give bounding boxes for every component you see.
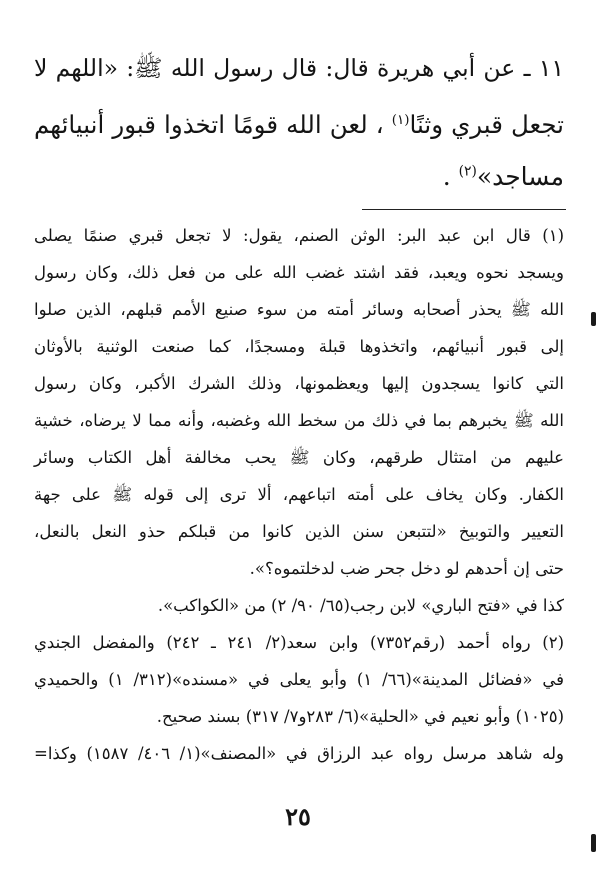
footnote-line: الله ﷺ يخبرهم بما في ذلك من سخط الله وغضبه، وأنه مما لا يرضاه، خشية: [34, 411, 564, 430]
hadith-text: مساجد»: [476, 162, 564, 191]
hadith-line-1: [34, 54, 564, 88]
footnote-line: (١) قال ابن عبد البر: الوثن الصنم، يقول: لا تجعل قبري صنمًا يصلى: [34, 226, 564, 245]
footnote-line: التي كانوا يسجدون إليها ويعظمونها، وذلك الشرك الأكبر، وكان رسول: [34, 374, 564, 393]
footnote-line: حتى إن أحدهم لو دخل جحر ضب لدخلتموه؟».: [249, 559, 564, 578]
footnote-line: كذا في «فتح الباري» لابن رجب(٦٥/ ٩٠/ ٢) من «الكواكب».: [157, 596, 564, 615]
footnote-line: الكفار. وكان يخاف على أمته اتباعهم، ألا ترى إلى قوله ﷺ على جهة: [34, 485, 564, 504]
footnote-separator: [362, 209, 566, 210]
footnote-line: (١٠٢٥) وأبو نعيم في «الحلية»(٦/ ٢٨٣و٧/ ٣١٧) بسند صحيح.: [156, 707, 564, 726]
footnote-line: وله شاهد مرسل رواه عبد الرزاق في «المصنف»(١/ ٤٠٦/ ١٥٨٧) وكذا=: [34, 744, 564, 763]
hadith-text: ، لعن الله قومًا اتخذوا قبور أنبيائهم: [34, 110, 384, 139]
hadith-text: تجعل قبري وثنًا: [409, 110, 564, 139]
footnote-line: في «فضائل المدينة»(٦٦/ ١) وأبو يعلى في «مسنده»(٣١٢/ ١) والحميدي: [34, 670, 565, 689]
hadith-text: ١١ ـ عن أبي هريرة قال: قال رسول الله ﷺ: «اللهم لا: [34, 54, 564, 82]
footnote-line: إلى قبور أنبيائهم، واتخذوها قبلة ومسجدًا، كما صنعت الوثنية بالأوثان: [34, 337, 564, 356]
footnote-line: (٢) رواه أحمد (رقم٧٣٥٢) وابن سعد(٢/ ٢٤١ ـ ٢٤٢) والمفضل الجندي: [34, 633, 564, 652]
scan-edge-mark: [591, 312, 596, 326]
footnote-ref: (١): [391, 111, 410, 128]
footnote-line: الله ﷺ يحذر أصحابه وسائر أمته من سوء صنيع الأمم قبلهم، الذين صلوا: [34, 300, 564, 319]
footnote-line: التعيير والتوبيخ «لتتبعن سنن الذين كانوا من قبلكم حذو النعل بالنعل،: [34, 522, 564, 541]
footnote-line: عليهم من امتثال طرقهم، وكان ﷺ يحب مخالفة أهل الكتاب وسائر: [34, 448, 564, 467]
footnote-ref: (٢): [458, 163, 477, 180]
hadith-line-3: [443, 162, 564, 191]
hadith-text: .: [442, 162, 451, 191]
hadith-line-2: [34, 110, 564, 139]
scan-edge-mark: [591, 834, 596, 852]
footnote-line: ويسجد نحوه ويعبد، فقد اشتد غضب الله على من فعل ذلك، وكان رسول: [34, 263, 564, 282]
page-number: ٢٥: [285, 802, 311, 831]
